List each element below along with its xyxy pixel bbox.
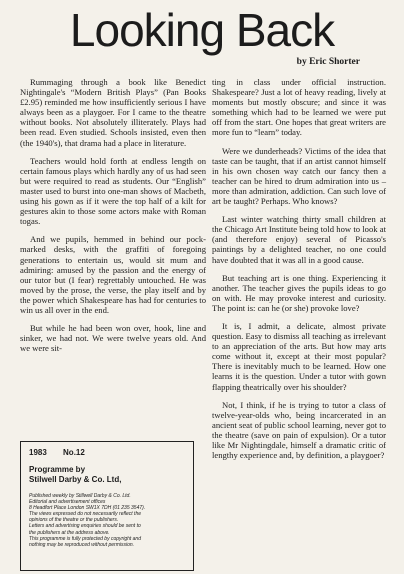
paragraph: And we pupils, hemmed in behind our pock-marked desks, with the graffiti of foregoing generations to entertain us, would sit mum and admiring: amused by the passion and the energy of our tutor but (I fear) regrettably untouched. He was moved by the prose, the verse, the play itself and by the power which Shakespeare has had for centuries to win us all over in the end.	[20, 234, 206, 315]
paragraph: Teachers would hold forth at endless length on certain famous plays which hardly any of us had seen but were required to read as students. Our “English” master used to burst into one-man shows of Macbeth, using his gown as if it were the top half of a kilt for gestures akin to those some actors make with Roman togas.	[20, 155, 206, 227]
issue-number: No.12	[63, 448, 85, 457]
programme-credit-line: Programme by	[29, 465, 86, 474]
fine-print-line: Editorial and advertisement offices	[29, 499, 106, 506]
article-column-left	[20, 77, 206, 361]
byline: by Eric Shorter	[296, 57, 360, 67]
fine-print-line: Published weekly by Stillwell Darby & Co. Ltd.	[29, 493, 131, 499]
paragraph: Rummaging through a book like Benedict Nightingale's “Modern British Plays” (Pan Books £2.95) reminded me how insufficiently serious I have always been as a playgoer. For I came to the theatre without books. Not absolutely illiterately. Plays had been read. Even studied. Schools insisted, even then (the 1940's), that drama had a place in literature.	[20, 77, 206, 148]
page-title: Looking Back	[69, 4, 335, 56]
fine-print	[29, 493, 185, 548]
paragraph: Last winter watching thirty small children at the Chicago Art Institute being told how to look at (and therefore enjoy) several of Picasso's paintings by a delighted teacher, no one could have doubted that it was all in a good cause.	[212, 214, 386, 265]
publication-info-box	[20, 441, 194, 571]
paragraph: ting in class under official instruction. Shakespeare? Just a lot of heavy reading, lively at moments but mostly obscure; and since it was something which had to be learned we were put off from the start. One hopes that great writers are more fun to “learn” today.	[212, 77, 386, 138]
fine-print-line: nothing may be reproduced without permission.	[29, 541, 135, 548]
issue-year: 1983	[29, 448, 47, 457]
fine-print-line: the publishers at the address above.	[29, 529, 110, 536]
paragraph: Were we dunderheads? Victims of the idea that taste can be taught, that if an artist cannot himself in his own chosen way catch our fancy then a teacher can be hired to drum admiration into us – more than admiration, addiction. Can such love of art be taught? Perhaps. Who knows?	[212, 145, 386, 207]
issue-line	[29, 448, 185, 457]
fine-print-line: 8 Headfort Place London SW1X 7DH (01 235 3547).	[29, 505, 146, 512]
fine-print-line: The views expressed do not necessarily reflect the	[29, 511, 141, 518]
paragraph: It is, I admit, a delicate, almost private question. Easy to dismiss all teaching as irrelevant to an appreciation of the arts. But how may arts come without it, except at their most popular? There is inevitably much to be learned. How one learns it is the question. Under a tutor with gown flapping theatrically over his shoulder?	[212, 320, 386, 392]
paragraph: But while he had been won over, hook, line and sinker, we had not. We were twelve years old. And we were sit-	[20, 323, 206, 354]
paragraph: Not, I think, if he is trying to tutor a class of twelve-year-olds who, being incarcerated in an ancient seat of public school learning, never got to the theatre (save on pain of expulsion). Or a tutor like Mr Nightingdale, himself a dramatic critic of lengthy experience and, by definition, a playgoer?	[212, 399, 386, 461]
fine-print-line: Letters and advertising enquiries should be sent to	[29, 523, 141, 530]
programme-credit-line: Stilwell Darby & Co. Ltd,	[29, 475, 122, 484]
programme-credit	[29, 465, 185, 485]
fine-print-line: This programme is fully protected by copyright and	[29, 535, 141, 542]
paragraph: But teaching art is one thing. Experiencing it another. The teacher gives the pupils ideas to go on with. He may provoke interest and curiosity. The point is: can he (or she) provoke love?	[212, 272, 386, 313]
article-column-right	[212, 77, 386, 468]
fine-print-line: opinions of the theatre or the publishers.	[29, 517, 119, 524]
